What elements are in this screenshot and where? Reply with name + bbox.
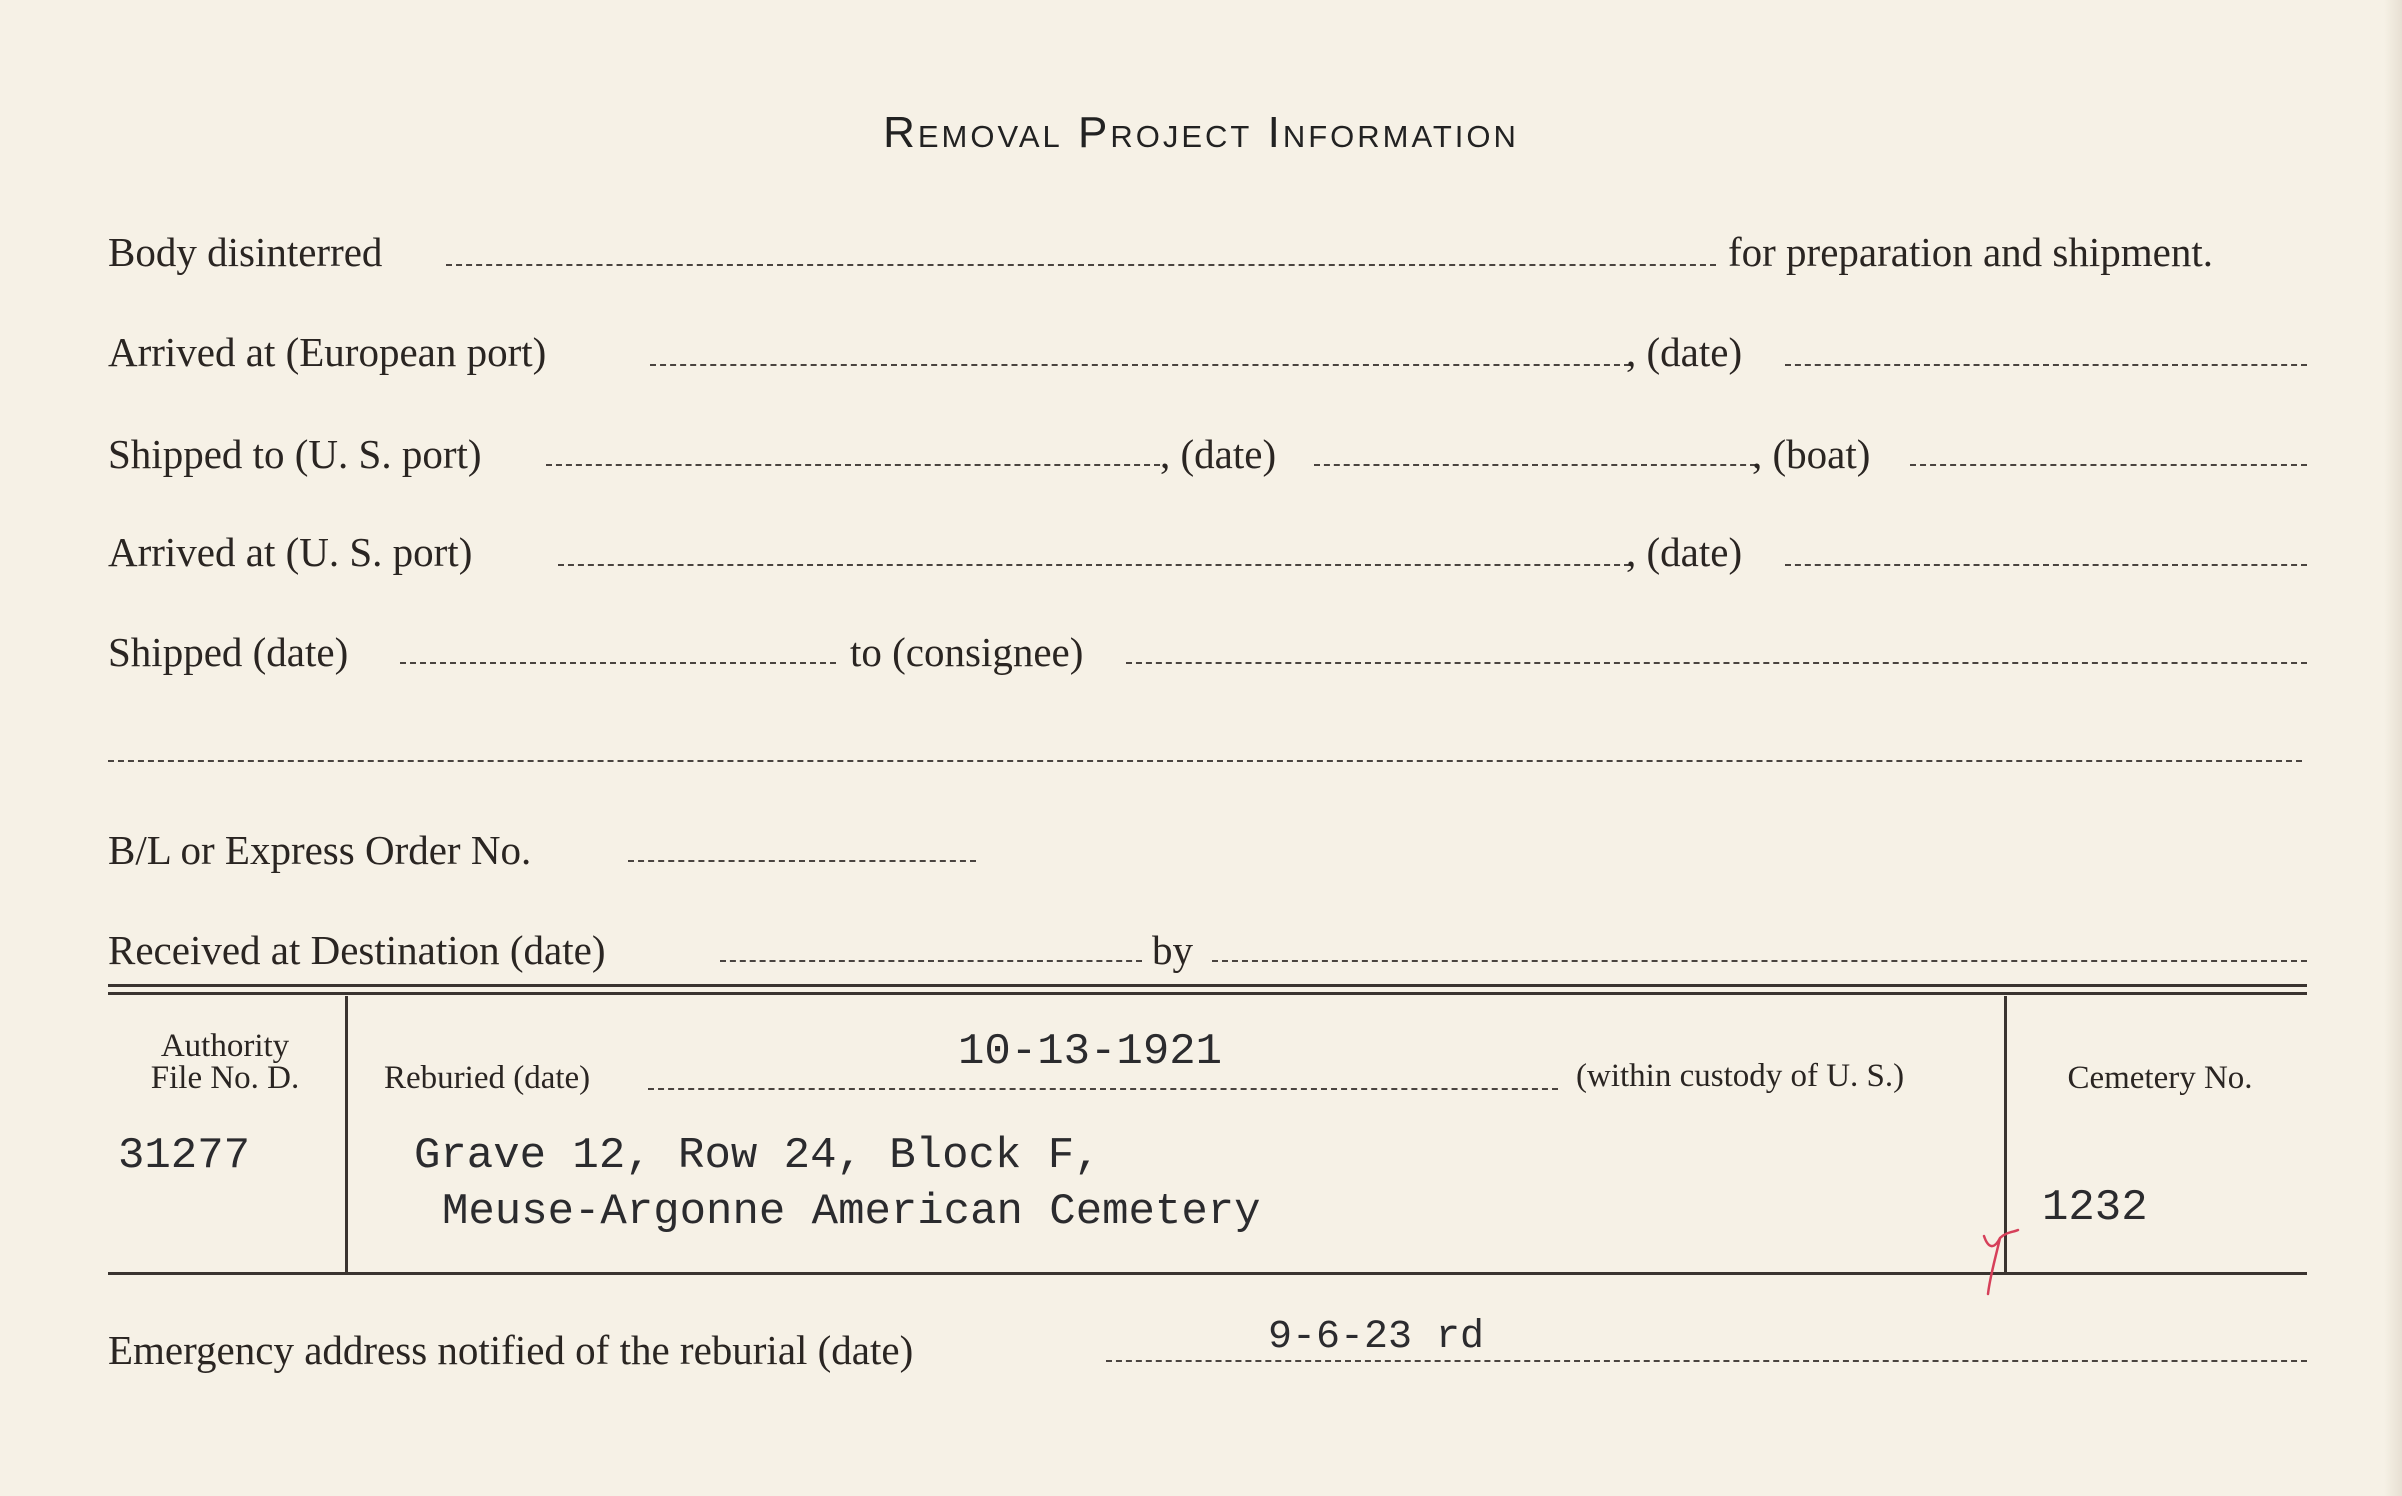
label-for-preparation: for preparation and shipment. [1728, 229, 2214, 275]
label-body-disinterred: Body disinterred [108, 229, 383, 275]
label-by: by [1152, 927, 1193, 973]
label-boat: , (boat) [1752, 431, 1871, 477]
label-cemetery-no: Cemetery No. [2067, 1060, 2253, 1096]
value-file-no: 31277 [118, 1131, 251, 1181]
card-edge [2384, 0, 2402, 1496]
field-date-shipped [1314, 464, 1756, 466]
label-arrived-european-port: Arrived at (European port) [108, 329, 547, 375]
label-date-european: , (date) [1626, 329, 1743, 375]
label-file-no: File No. D. [150, 1060, 300, 1096]
table-top-rule-double [108, 992, 2307, 995]
card-title: Removal Project Information [883, 108, 1519, 157]
field-body-disinterred [446, 264, 1716, 266]
label-emergency-address: Emergency address notified of the reburial (date) [108, 1327, 914, 1373]
field-boat [1910, 464, 2307, 466]
value-emergency-date: 9-6-23 rd [1268, 1315, 1485, 1360]
table-divider-left [345, 996, 348, 1272]
label-arrived-us-port: Arrived at (U. S. port) [108, 529, 473, 575]
field-us-port-arrived [558, 564, 1630, 566]
table-bottom-rule [108, 1272, 2307, 1275]
field-us-port-shipped [546, 464, 1160, 466]
label-reburied-date: Reburied (date) [384, 1060, 591, 1096]
field-shipped-date [400, 662, 836, 664]
field-european-port [650, 364, 1630, 366]
label-received-at-destination: Received at Destination (date) [108, 927, 606, 973]
field-emergency-date [1106, 1360, 2307, 1362]
table-top-rule [108, 984, 2307, 987]
field-consignee-continued [108, 760, 2302, 762]
value-grave-line-2: Meuse-Argonne American Cemetery [442, 1187, 1261, 1237]
label-date-shipped: , (date) [1160, 431, 1277, 477]
field-received-by [1212, 960, 2307, 962]
label-shipped-to-us-port: Shipped to (U. S. port) [108, 431, 482, 477]
field-received-date [720, 960, 1142, 962]
field-bl-express-order [628, 860, 976, 862]
value-cemetery-no: 1232 [2042, 1183, 2148, 1233]
value-grave-line-1: Grave 12, Row 24, Block F, [414, 1131, 1101, 1181]
label-authority: Authority [160, 1028, 290, 1064]
field-reburied-date [648, 1088, 1558, 1090]
label-shipped-date: Shipped (date) [108, 629, 349, 675]
label-to-consignee: to (consignee) [850, 629, 1084, 675]
label-within-custody: (within custody of U. S.) [1576, 1058, 1905, 1094]
field-date-european [1785, 364, 2307, 366]
label-bl-express-order: B/L or Express Order No. [108, 827, 532, 873]
field-consignee [1126, 662, 2307, 664]
red-check-mark-icon [1980, 1228, 2020, 1298]
value-reburied-date: 10-13-1921 [958, 1027, 1223, 1077]
label-date-arrived: , (date) [1626, 529, 1743, 575]
field-date-arrived [1785, 564, 2307, 566]
